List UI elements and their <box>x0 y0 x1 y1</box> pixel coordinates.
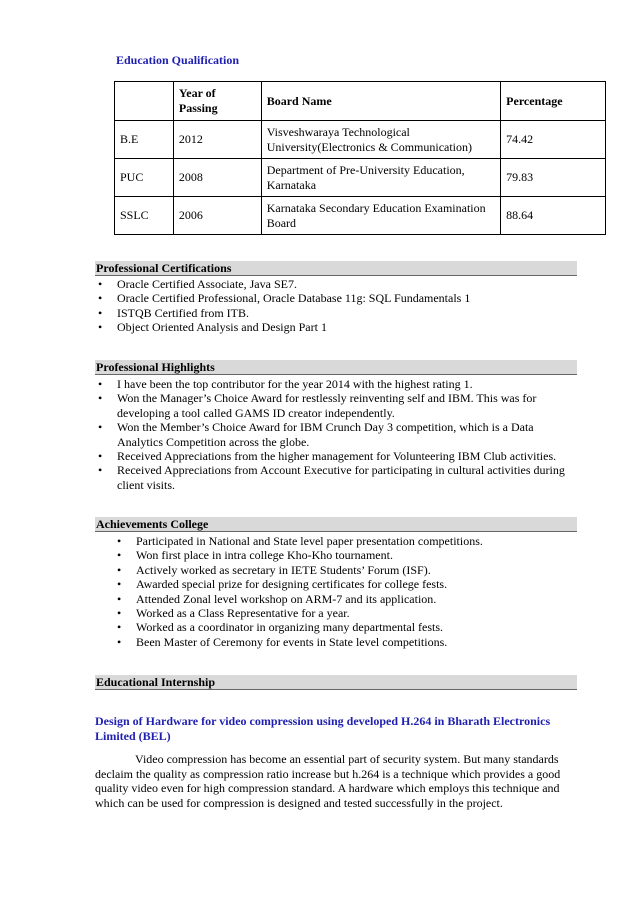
qual-cell: PUC <box>115 159 174 197</box>
bullet-icon: • <box>117 534 122 548</box>
bullet-icon: • <box>98 320 103 335</box>
certifications-list <box>95 277 585 335</box>
list-item: • Worked as a coordinator in organizing many departmental fests. <box>117 620 444 635</box>
list-item: • Worked as a Class Representative for a year. <box>117 606 350 621</box>
list-item: • Object Oriented Analysis and Design Part 1 <box>98 320 327 335</box>
qual-cell: B.E <box>115 121 174 159</box>
board-cell: Karnataka Secondary Education Examination Board <box>261 197 500 235</box>
education-title: Education Qualification <box>116 53 240 67</box>
bullet-icon: • <box>117 591 122 606</box>
list-item: • Participated in National and State level paper presentation competitions. <box>117 534 483 548</box>
bullet-icon: • <box>98 277 103 291</box>
table-header-row <box>115 82 606 121</box>
list-item: • Actively worked as secretary in IETE Students’ Forum (ISF). <box>117 562 431 577</box>
list-item: • Received Appreciations from the higher management for Volunteering IBM Club activities. <box>98 449 557 464</box>
list-item: • Oracle Certified Professional, Oracle Database 11g: SQL Fundamentals 1 <box>98 291 471 306</box>
bullet-icon: • <box>98 420 103 435</box>
list-item: • I have been the top contributor for the year 2014 with the highest rating 1. <box>98 377 473 391</box>
header-blank-cell <box>115 82 174 121</box>
pct-cell: 88.64 <box>501 197 606 235</box>
board-cell: Department of Pre-University Education, Karnataka <box>261 159 500 197</box>
bullet-icon: • <box>117 634 122 649</box>
bullet-icon: • <box>98 391 103 406</box>
bullet-icon: • <box>117 548 122 563</box>
list-item: • Received Appreciations from Account Executive for participating in cultural activities during client visits. <box>98 463 565 492</box>
bullet-icon: • <box>98 463 103 478</box>
internship-heading: Educational Internship <box>95 675 577 690</box>
board-cell: Visveshwaraya Technological University(Electronics & Communication) <box>261 121 500 159</box>
list-item: • Oracle Certified Associate, Java SE7. <box>98 277 297 291</box>
bullet-icon: • <box>98 377 103 391</box>
bullet-icon: • <box>98 305 103 320</box>
year-cell: 2012 <box>173 121 261 159</box>
bullet-icon: • <box>117 577 122 592</box>
qual-cell: SSLC <box>115 197 174 235</box>
education-table <box>114 81 606 235</box>
bullet-icon: • <box>98 449 103 464</box>
list-item: • ISTQB Certified from ITB. <box>98 305 249 320</box>
achievements-heading: Achievements College <box>95 517 577 532</box>
bullet-icon: • <box>117 562 122 577</box>
year-cell: 2008 <box>173 159 261 197</box>
project-title: Design of Hardware for video compression using developed H.264 in Bharath Electronics Limited (BEL) <box>95 714 551 743</box>
header-board: Board Name <box>261 82 500 121</box>
header-percentage: Percentage <box>501 82 606 121</box>
project-description: Video compression has become an essential part of security system. But many standards declaim the quality as compression ratio increase but h.264 is a technique which provides a good quality video even for high compression standard. A hardware which employs this technique and which can be used for compression is designed and tested successfully in the project. <box>95 752 561 810</box>
pct-cell: 74.42 <box>501 121 606 159</box>
year-cell: 2006 <box>173 197 261 235</box>
achievements-list <box>114 534 584 649</box>
list-item: • Won the Member’s Choice Award for IBM Crunch Day 3 competition, which is a Data Analytics Competition across the globe. <box>98 420 534 449</box>
list-item: • Attended Zonal level workshop on ARM-7 and its application. <box>117 591 437 606</box>
table-row <box>115 159 606 197</box>
header-year: Year of Passing <box>173 82 261 121</box>
table-row <box>115 197 606 235</box>
table-row <box>115 121 606 159</box>
bullet-icon: • <box>117 620 122 635</box>
highlights-heading: Professional Highlights <box>95 360 577 375</box>
list-item: • Been Master of Ceremony for events in State level competitions. <box>117 634 448 649</box>
bullet-icon: • <box>98 291 103 306</box>
list-item: • Won first place in intra college Kho-Kho tournament. <box>117 548 393 563</box>
certifications-heading: Professional Certifications <box>95 261 577 276</box>
highlights-list <box>95 377 573 492</box>
bullet-icon: • <box>117 606 122 621</box>
pct-cell: 79.83 <box>501 159 606 197</box>
list-item: • Awarded special prize for designing certificates for college fests. <box>117 577 448 592</box>
list-item: • Won the Manager’s Choice Award for restlessly reinventing self and IBM. This was for developing a tool called GAMS ID creator independently. <box>98 391 537 420</box>
